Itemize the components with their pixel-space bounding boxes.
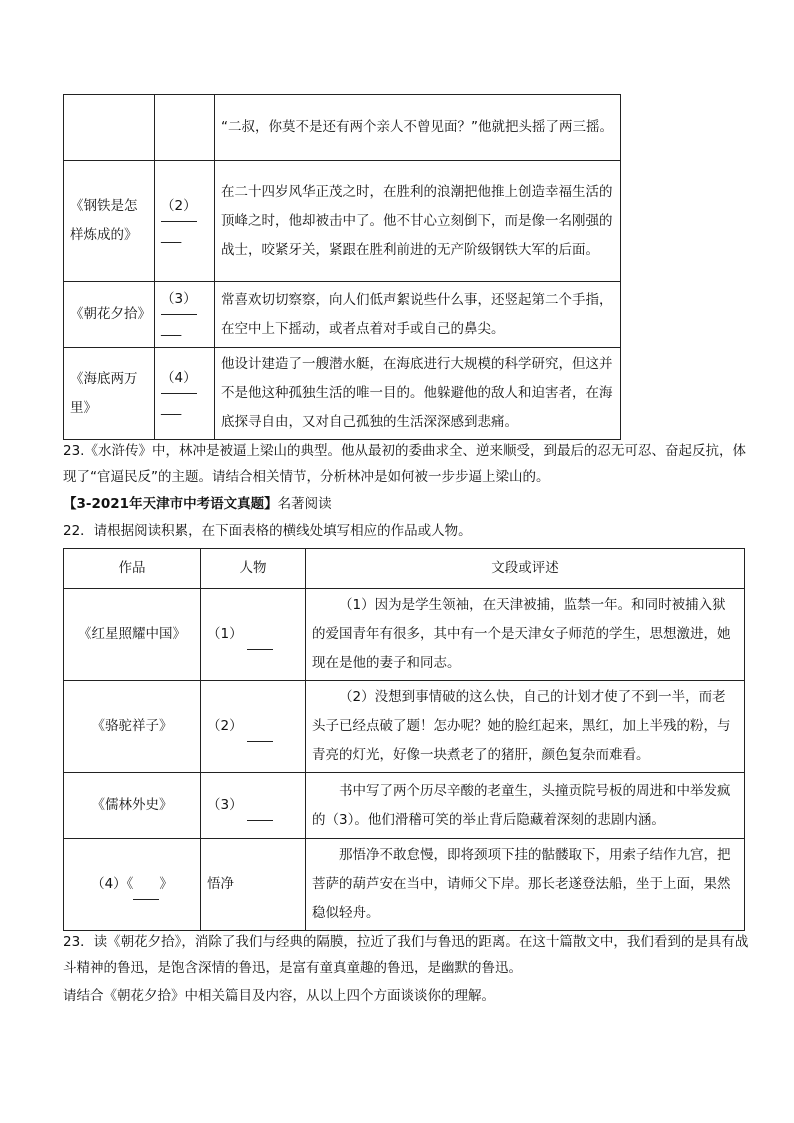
table-row — [64, 839, 745, 931]
work-cell[interactable] — [64, 839, 201, 931]
work-cell: 《儒林外史》 — [64, 773, 201, 839]
text-cell: （1）因为是学生领袖，在天津被捕，监禁一年。和同时被捕入狱的爱国青年有很多，其中有一个是天津女子师范的学生，思想激进，她现在是他的妻子和同志。 — [306, 589, 745, 681]
header-work: 作品 — [64, 549, 201, 589]
table-row — [64, 589, 745, 681]
text-cell: （2）没想到事情破的这么快，自己的计划才使了不到一半，而老头子已经点破了题！怎办呢？她的脸红起来，黑红，加上半残的粉，与青亮的灯光，好像一块煮老了的猪肝，颜色复杂而难看。 — [306, 681, 745, 773]
person-number: （4） — [161, 364, 197, 394]
section-title-source: 【3-2021年天津市中考语文真题】 — [63, 496, 278, 512]
header-person: 人物 — [201, 549, 306, 589]
person-cell[interactable] — [201, 681, 306, 773]
question-23-prompt: 请结合《朝花夕拾》中相关篇目及内容，从以上四个方面谈谈你的理解。 — [63, 988, 495, 1004]
table-row — [64, 681, 745, 773]
table-row — [64, 348, 621, 440]
table-row — [64, 161, 621, 282]
reading-table — [63, 548, 745, 931]
person-cell[interactable] — [201, 589, 306, 681]
work-cell — [64, 95, 155, 161]
text-cell: 他设计建造了一艘潜水艇，在海底进行大规模的科学研究，但这并不是他这种孤独生活的唯一目的。他躲避他的敌人和迫害者，在海底探寻自由，又对自己孤独的生活深深感到悲痛。 — [215, 348, 621, 440]
person-cell[interactable] — [155, 282, 215, 348]
work-cell: 《钢铁是怎样炼成的》 — [64, 161, 155, 282]
table-header-row — [64, 549, 745, 589]
text-cell: 那悟净不敢怠慢，即将颈项下挂的骷髅取下，用索子结作九宫，把菩萨的葫芦安在当中，请师父下岸。那长老遂登法船，坐于上面，果然稳似轻舟。 — [306, 839, 745, 931]
text-cell: 在二十四岁风华正茂之时，在胜利的浪潮把他推上创造幸福生活的顶峰之时，他却被击中了。他不甘心立刻倒下，而是像一名刚强的战士，咬紧牙关，紧跟在胜利前进的无产阶级钢铁大军的后面。 — [215, 161, 621, 282]
text-cell: 书中写了两个历尽辛酸的老童生，头撞贡院号板的周进和中举发疯的（3）。他们滑稽可笑的举止背后隐藏着深刻的悲剧内涵。 — [306, 773, 745, 839]
section-title — [63, 491, 753, 517]
work-cell: 《朝花夕拾》 — [64, 282, 155, 348]
table-row — [64, 95, 621, 161]
work-prefix: （4）《 — [91, 875, 134, 892]
answer-blank[interactable]: ___ — [161, 321, 182, 337]
person-cell[interactable] — [201, 773, 306, 839]
question-22-intro: 22．请根据阅读积累，在下面表格的横线处填写相应的作品或人物。 — [63, 523, 472, 539]
answer-blank[interactable] — [133, 870, 159, 900]
person-number: （2） — [161, 192, 197, 222]
work-cell: 《海底两万里》 — [64, 348, 155, 440]
section-title-topic: 名著阅读 — [277, 496, 332, 512]
work-cell: 《红星照耀中国》 — [64, 589, 201, 681]
person-number: （3） — [161, 285, 197, 315]
answer-blank[interactable] — [247, 791, 273, 821]
answer-blank[interactable] — [247, 712, 273, 742]
question-23-zhaohua: 23．读《朝花夕拾》，消除了我们与经典的隔膜，拉近了我们与鲁迅的距离。在这十篇散文中，我们看到的是具有战斗精神的鲁迅，是饱含深情的鲁迅，是富有童真童趣的鲁迅，是幽默的鲁迅。 — [63, 934, 749, 976]
person-cell — [155, 95, 215, 161]
person-cell[interactable] — [155, 161, 215, 282]
table-row — [64, 773, 745, 839]
answer-blank[interactable]: ___ — [161, 400, 182, 416]
person-cell[interactable] — [155, 348, 215, 440]
text-cell: 常喜欢切切察察，向人们低声絮说些什么事，还竖起第二个手指，在空中上下摇动，或者点着对手或自己的鼻尖。 — [215, 282, 621, 348]
text-cell: “二叔，你莫不是还有两个亲人不曾见面？”他就把头摇了两三摇。 — [215, 95, 621, 161]
work-suffix: 》 — [159, 875, 173, 892]
table-continued — [63, 94, 621, 440]
person-number: （3） — [207, 796, 243, 813]
work-cell: 《骆驼祥子》 — [64, 681, 201, 773]
question-23-shuihu: 23.《水浒传》中，林冲是被逼上梁山的典型。他从最初的委曲求全、逆来顺受，到最后的忍无可忍、奋起反抗，体现了“官逼民反”的主题。请结合相关情节，分析林冲是如何被一步步逼上梁山的。 — [63, 443, 746, 485]
answer-blank[interactable] — [247, 620, 273, 650]
person-number: （2） — [207, 717, 243, 734]
answer-blank[interactable]: ___ — [161, 227, 182, 244]
person-number: （1） — [207, 625, 243, 642]
header-text: 文段或评述 — [306, 549, 745, 589]
person-cell: 悟净 — [201, 839, 306, 931]
table-row — [64, 282, 621, 348]
